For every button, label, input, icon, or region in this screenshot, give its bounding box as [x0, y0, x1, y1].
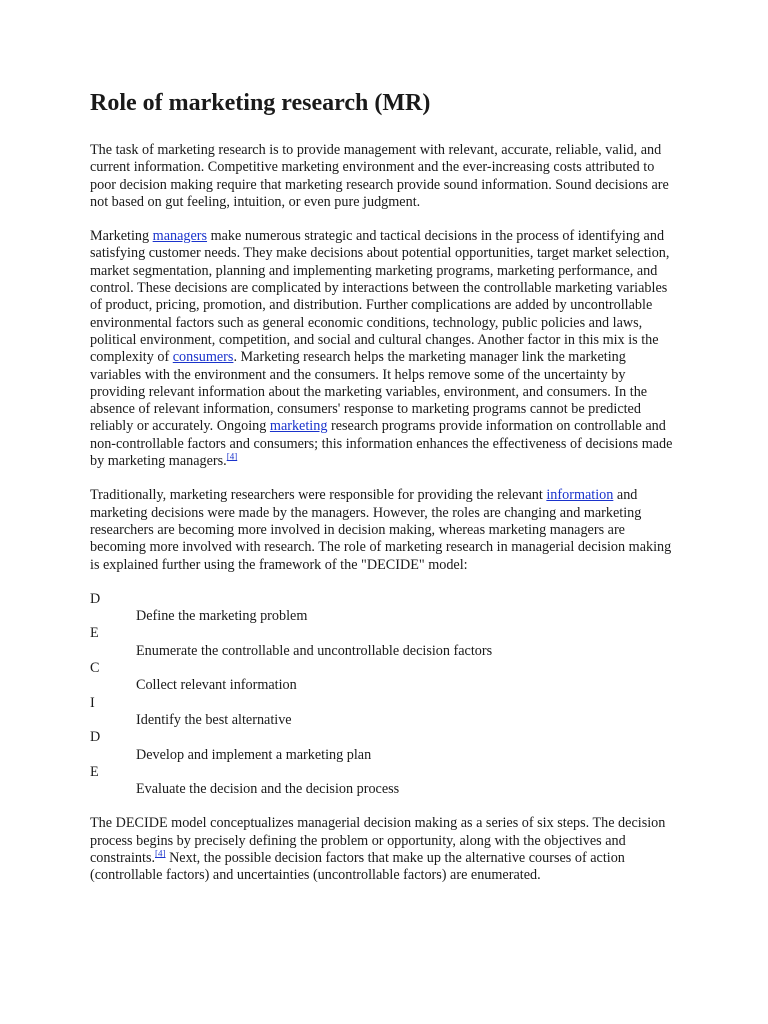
- decide-definition: Enumerate the controllable and uncontrollable decision factors: [136, 642, 493, 659]
- decide-definition: Evaluate the decision and the decision process: [136, 781, 400, 798]
- managers-paragraph: [90, 228, 680, 470]
- paragraph-text: and marketing decisions were made by the managers. However, the roles are changing and marketing researchers are becoming more involved in decision making, whereas marketing managers are becoming more involved with research. The role of marketing research in managerial decision making is explained further using the framework of the "DECIDE" model:: [90, 487, 672, 573]
- paragraph-text: research programs provide information on controllable and non-controllable factors and consumers; this information enhances the effectiveness of decisions made by marketing managers.: [90, 418, 673, 470]
- decide-summary-paragraph: [90, 815, 680, 884]
- decide-letter: I: [90, 694, 95, 711]
- intro-paragraph: The task of marketing research is to provide management with relevant, accurate, reliable, valid, and current information. Competitive marketing environment and the ever-increasing costs attributed to poor decision making require that marketing research provide sound information. Sound decisions are not based on gut feeling, intuition, or even pure judgment.: [90, 142, 669, 210]
- decide-letter: E: [90, 625, 99, 642]
- information-link[interactable]: information: [546, 487, 614, 504]
- decide-letter: E: [90, 763, 99, 780]
- citation-link[interactable]: [4]: [155, 848, 166, 859]
- traditional-paragraph: [90, 487, 680, 573]
- decide-letter: C: [90, 660, 100, 677]
- consumers-link[interactable]: consumers: [172, 349, 234, 366]
- paragraph-text: Marketing: [90, 228, 153, 245]
- decide-definition: Collect relevant information: [136, 677, 297, 694]
- decide-letter: D: [90, 729, 101, 746]
- decide-definition: Develop and implement a marketing plan: [136, 746, 372, 763]
- managers-link[interactable]: managers: [152, 228, 208, 245]
- citation-link[interactable]: [4]: [226, 451, 238, 462]
- marketing-link[interactable]: marketing: [269, 418, 328, 435]
- decide-definition: Identify the best alternative: [136, 711, 292, 728]
- decide-letter: D: [90, 590, 101, 607]
- decide-model-list: [90, 591, 680, 799]
- paragraph-text: . Marketing research helps the marketing manager link the marketing variables with the environment and the consumers. It helps remove some of the uncertainty by providing relevant information about the marketing variables, environment, and consumers. In the absence of relevant information, consumers' response to marketing programs cannot be predicted reliably or accurately. Ongoing: [90, 349, 648, 435]
- page-title: Role of marketing research (MR): [90, 90, 431, 116]
- paragraph-text: Next, the possible decision factors that make up the alternative courses of action (controllable factors) and uncertainties (uncontrollable factors) are enumerated.: [90, 849, 625, 884]
- paragraph-text: The DECIDE model conceptualizes managerial decision making as a series of six steps. The decision process begins by precisely defining the problem or opportunity, along with the objectives and constraints.: [90, 815, 666, 866]
- paragraph-text: make numerous strategic and tactical decisions in the process of identifying and satisfying customer needs. They make decisions about potential opportunities, target market selection, market segmentation, planning and implementing marketing programs, marketing performance, and control. These decisions are complicated by interactions between the controllable marketing variables of product, pricing, promotion, and distribution. Further complications are added by uncontrollable environmental factors such as general economic conditions, technology, public policies and laws, political environment, competition, and social and cultural changes. Another factor in this mix is the complexity of: [90, 228, 670, 366]
- paragraph-text: Traditionally, marketing researchers were responsible for providing the relevant: [90, 487, 547, 504]
- decide-definition: Define the marketing problem: [136, 608, 308, 625]
